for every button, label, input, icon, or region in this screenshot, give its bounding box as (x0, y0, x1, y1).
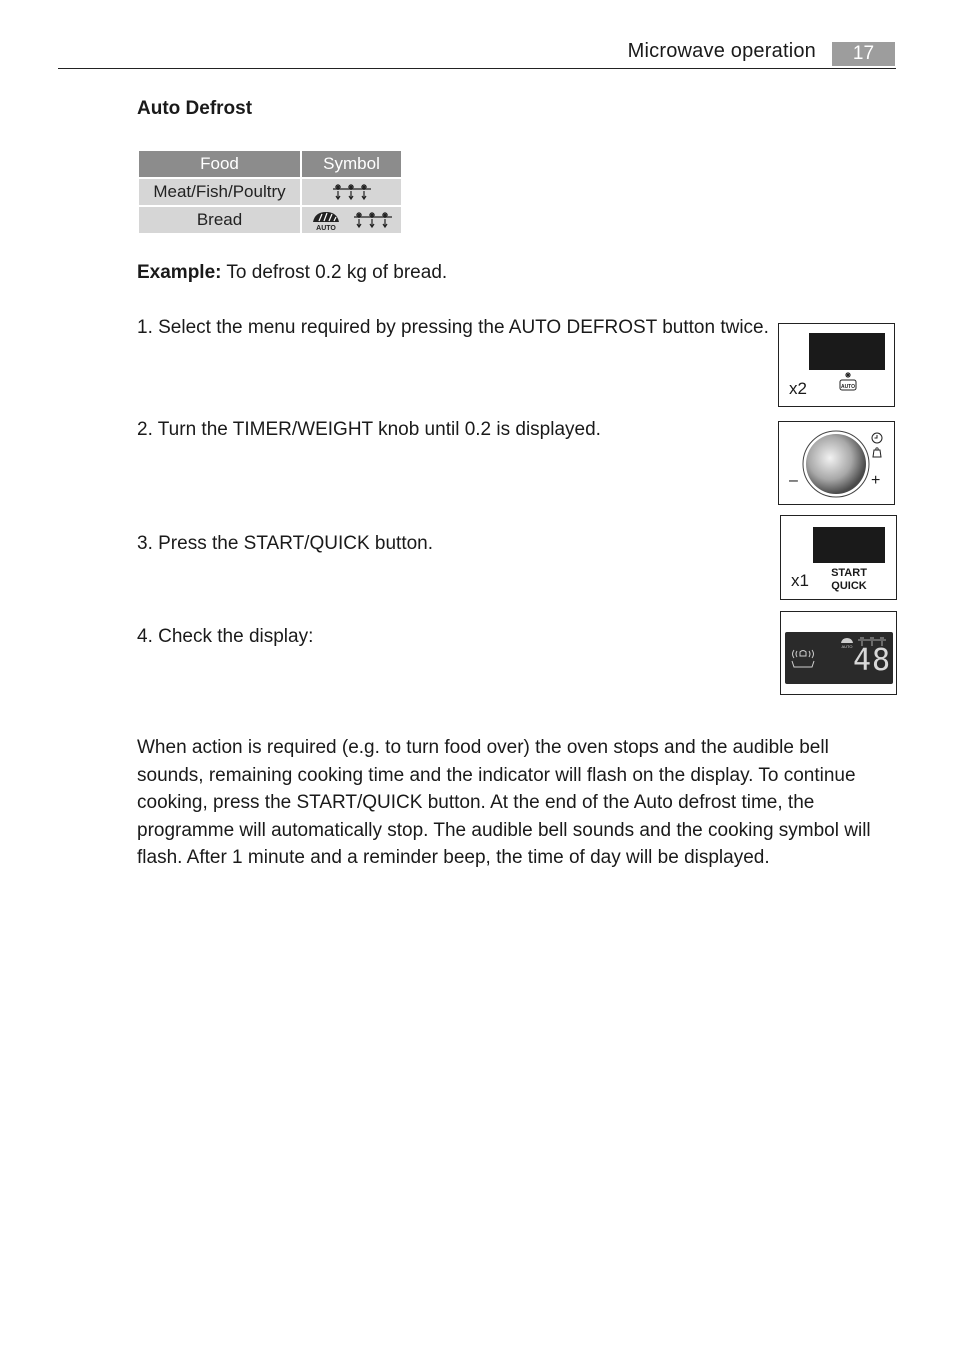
table-header-row (139, 151, 401, 177)
auto-button-label: AUTO (840, 384, 856, 390)
example-line (137, 262, 447, 284)
step-2: 2. Turn the TIMER/WEIGHT knob until 0.2 is displayed. (137, 419, 601, 440)
page-number: 17 (832, 42, 895, 66)
bell-icon (790, 646, 816, 670)
clock-icon (871, 432, 883, 444)
start-label: START (831, 567, 867, 579)
display-panel (780, 611, 897, 695)
food-symbol-table (137, 149, 403, 235)
header-title: Microwave operation (627, 40, 816, 62)
table-cell-food: Meat/Fish/Poultry (139, 179, 300, 205)
example-label: Example: (137, 262, 222, 283)
table-row (139, 179, 401, 205)
table-cell-food: Bread (139, 207, 300, 233)
instructions-paragraph: When action is required (e.g. to turn food over) the oven stops and the audible bell sounds, remaining cooking time and the indicator will flash on the display. To continue cooking, press the START/QUICK button. At the end of the Auto defrost time, the programme will automatically stop. The audible bell sounds and the cooking symbol will flash. After 1 minute and a reminder beep, the time of day will be displayed. (137, 737, 871, 868)
display-digits: 48 (853, 643, 892, 678)
timer-weight-knob[interactable] (801, 429, 871, 499)
display-screen (813, 527, 885, 563)
weight-icon (872, 447, 882, 458)
start-quick-panel (780, 515, 897, 600)
table-row (139, 207, 401, 233)
start-quick-button[interactable] (825, 567, 873, 593)
defrost-meat-icon (353, 211, 393, 229)
display-screen (785, 632, 893, 684)
table-cell-symbol (302, 179, 401, 205)
auto-label: AUTO (841, 644, 853, 649)
header-divider (58, 68, 896, 69)
knob-minus-label: – (789, 472, 798, 489)
auto-label: AUTO (315, 225, 336, 231)
press-count: x2 (789, 379, 807, 398)
quick-label: QUICK (831, 580, 867, 592)
auto-defrost-icon[interactable] (837, 371, 859, 393)
table-header-food: Food (139, 151, 300, 177)
knob-plus-label: + (871, 472, 881, 489)
step-1: 1. Select the menu required by pressing the AUTO DEFROST button twice. (137, 317, 769, 338)
display-screen (809, 333, 885, 370)
table-header-symbol: Symbol (302, 151, 401, 177)
defrost-meat-icon (332, 183, 372, 201)
example-text: To defrost 0.2 kg of bread. (221, 262, 448, 283)
auto-defrost-panel (778, 323, 895, 407)
bread-auto-icon (311, 209, 341, 231)
step-3: 3. Press the START/QUICK button. (137, 533, 434, 554)
section-title: Auto Defrost (137, 98, 253, 119)
bread-auto-icon (840, 637, 854, 649)
step-4: 4. Check the display: (137, 626, 314, 647)
press-count: x1 (791, 571, 809, 590)
timer-weight-panel (778, 421, 895, 505)
table-cell-symbol (302, 207, 401, 233)
